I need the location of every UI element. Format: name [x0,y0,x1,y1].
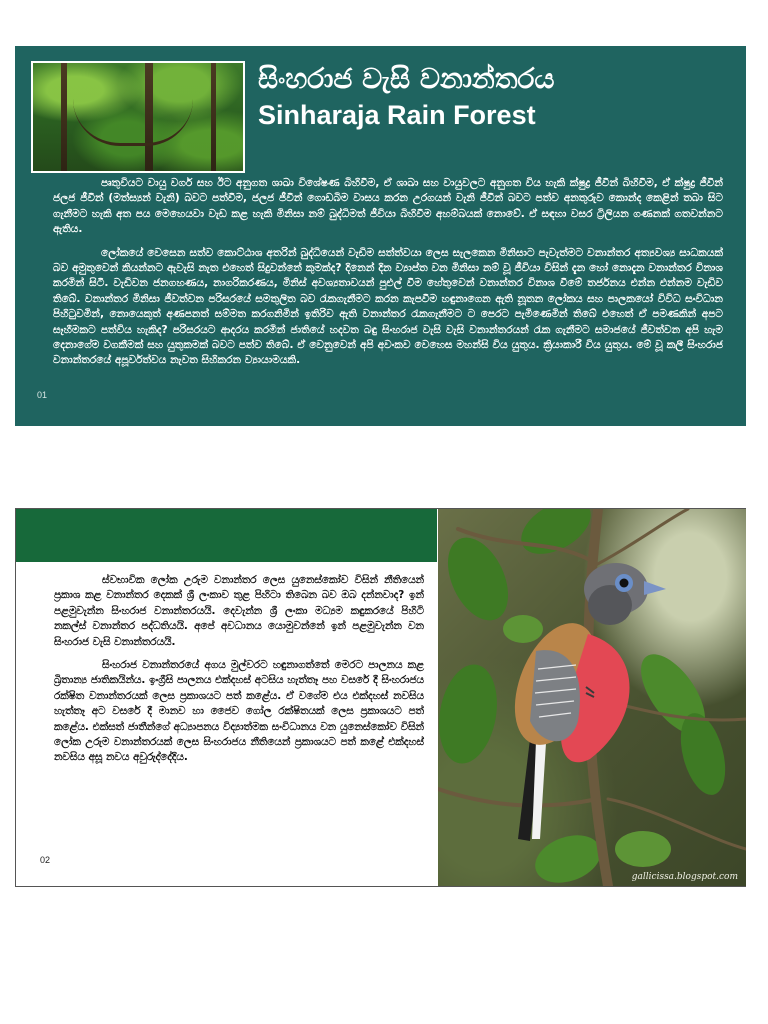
forest-photo [31,61,245,173]
paragraph: ලෝකයේ වෙසෙන සත්ව කොට්ඨාශ අතරින් බුද්ධියෙන් වැඩිම සත්ත්වයා ලෙස සැලකෙන මිනිසාට පැවැත්මට වනාන්තර අත්‍යවශ්‍ය සාධකයක් බව අමුතුවෙන් කියන්නට ඇවැසි නැත එහෙත් සිදුවන්නේ කුමක්ද? දිනෙන් දින ව්‍යාප්ත වන මිනිසා නම් වූ ජීවියා විසින් දැන හෝ නොදැන වනාන්තර විනාශ කරමින් සිටී. වැඩිවන ජනගහණය, නාගරිකරණය, මිනිස් අවශ්‍යතාවයන් පුළුල් වීම හේතුවෙන් වනාන්තර විනාශ වීමේ තර්ජනය එන්න එන්නම වැඩිව තිබේ. වනාන්තර මිනිසා ජීවත්වන පරිසරයේ සමතුලිත බව රැකගැනීමට කරන කැපවීම හඳුනාගෙන ඇති නූතන ලෝකය සහ පාලකයෝ විවිධ සංවිධාන පිහිටුවමින්, නොයෙකුත් අණපනත් සම්මත කරගනිමින් ඉතිරිව ඇති වනාන්තර රැකගැනීමට ට පෙරට පැමිණෙමින් තිබේ එහෙත් ඒ පමණකින් අපට සෑහීමකට පත්විය හැකිද? පරිසරයට ආදරය කරමින් ජාතියේ හදවත බඳු සිංහරාජ වැසි වැසි වනාන්තරයන් රැක ගැනීමට සමාජයේ ජීවත්වන අපි හැම දෙනාගේම වගකීමක් සහ යුතුකමක් බවට පත්ව තිබේ. ඒ වෙනුවෙන් අපි අවංකව වෙහෙස මහන්සි විය යුතුය. ක්‍රියාකාරී විය යුතුය. මේ වූ කලී සිංහරාජ වනාන්තරයේ අපූර්වත්වය නැවත සිහිකරන ව්‍යායාමයකි. [53,246,723,367]
branch-shape [588,509,688,569]
trogon-bird-photo [438,509,746,886]
tree-trunk [211,63,216,171]
tree-trunk [61,63,67,171]
page-two-body [54,573,424,774]
hanging-vine [73,99,193,146]
branch-shape [438,789,598,806]
page-two [15,508,746,887]
bird-beak [644,581,666,595]
page-title-sinhala: සිංහරාජ වැසි වනාන්තරය [258,62,555,95]
page-title-english: Sinharaja Rain Forest [258,100,536,130]
page-number: 01 [37,390,48,400]
leaf-shape [438,660,504,768]
leaf-shape [503,615,543,643]
leaf-shape [615,831,671,867]
bird-illustration [438,509,746,886]
paragraph: පෘතුවියට වායු වර්ග සහ ඊට අනුගත ශාඛා විශේෂණ බිහිවීම, ඒ ශාඛා සහ වායුවලට අනුගත විය හැකි ක්ෂුද්‍ර ජීවීන් බිහිවීම, ඒ ක්ෂුද්‍ර ජීවීන් ජලජ ජීවීන් (මත්ස්‍යන් වැනි) බවට පත්වීම, ජලජ ජීවීන් ගොඩබිම වාසය කරන උරගයන් වැනි ජීවීන් බවට පත්ව අනතුරුව කොන්ද කෙළින් තබා සිට ගැනීමට හැකි අත පය මෙහෙයවා වැඩ කළ හැකි මිනිසා නම් බුද්ධිමත් ජීවියා බිහිවීම අහම්බයක් නොවේ. ඒ සඳහා වසර ට්‍රිලියන ගණනක් ගතවන්නට ඇතිය. [53,177,723,236]
page-number: 02 [40,855,51,865]
page-one-body [53,176,723,377]
photo-credit: gallicissa.blogspot.com [631,872,738,882]
bird-eye [620,579,629,588]
paragraph: සිංහරාජ වනාන්තරයේ අගය මුල්වරට හඳුනාගත්තේ මෙරට පාලනය කළ බ්‍රිතාන්‍ය ජාතිකයින්ය. ඉංග්‍රීසි පාලනය එක්දහස් අටසිය හැත්තෑ පහ වසරේ දී සිංහරාජය රක්ෂිත වනාන්තරයක් ලෙස ප්‍රකාශයට පත් කළේය. ඒ වගේම එය එක්දහස් නවසිය හැත්තෑ අට වසරේ දී මානව හා ජෛව ගෝල රක්ෂිතයක් ලෙස ප්‍රකාශයට පත් කළේය. එක්සත් ජාතීන්ගේ අධ්‍යාපනය විද්‍යාත්මක සංවිධානය වන යුනෙස්කෝව විසින් ලෝක උරුම වනාන්තරයක් ලෙස සිංහරාජය නීතියෙන් ප්‍රකාශයට පත් කළේ එක්දහස් නවසිය අසූ නවය අවුරුද්දේදිය. [54,659,424,764]
paragraph: ස්වභාවික ලෝක උරුම වනාන්තර ලෙස යුනෙස්කෝව විසින් නීතියෙන් ප්‍රකාශ කළ වනාන්තර දෙකක් ශ්‍රී ලංකාව තුළ පිහිටා තිබෙන බව ඔබ දන්නවාද? ඉන් පළමුවැන්න සිංහරාජ වනාන්තරයයි. දෙවැන්න ශ්‍රී ලංකා මධ්‍යම කඳුකරයේ පිහිටි නකල්ස් වනාන්තර පද්ධතියයි. අපේ අවධානය යොමුවන්නේ ඉන් පළමුවැන්න වන සිංහරාජ වැසි වනාන්තරයයි. [54,574,424,648]
header-bar [16,509,437,562]
page-one [15,46,746,426]
